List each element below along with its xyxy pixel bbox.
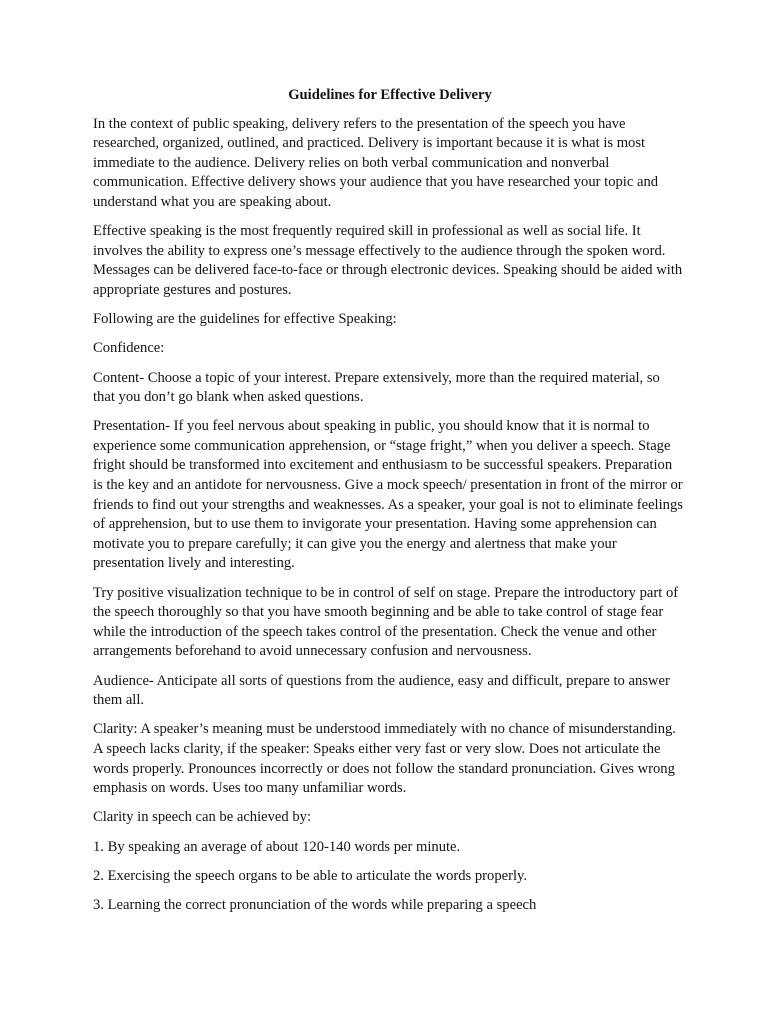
paragraph-content: Content- Choose a topic of your interest. Prepare extensively, more than the required material, so that you don’t go blank when asked questions. bbox=[93, 369, 660, 406]
paragraph-presentation: Presentation- If you feel nervous about speaking in public, you should know that it is normal to experience some communication apprehension, or “stage fright,” when you deliver a speech. Stage fright should be transformed into excitement and enthusiasm to be successful speakers. Preparation is the key and an antidote for nervousness. Give a mock speech/ presentation in front of the mirror or friends to find out your strengths and weaknesses. As a speaker, your goal is not to eliminate feelings of apprehension, but to use them to invigorate your presentation. Having some apprehension can motivate you to prepare carefully; it can give you the energy and alertness that make your presentation lively and interesting. bbox=[93, 418, 683, 572]
paragraph-clarity-achieved: Clarity in speech can be achieved by: bbox=[93, 809, 312, 826]
document-title: Guidelines for Effective Delivery bbox=[288, 87, 492, 103]
heading-confidence: Confidence: bbox=[93, 340, 165, 357]
document-page bbox=[93, 86, 683, 925]
list-item-1: 1. By speaking an average of about 120-140 words per minute. bbox=[93, 838, 461, 855]
paragraph-delivery-intro: In the context of public speaking, delivery refers to the presentation of the speech you have researched, organized, outlined, and practiced. Delivery is important because it is what is most immediate to the audience. Delivery relies on both verbal communication and nonverbal communication. Effective delivery shows your audience that you have researched your topic and understand what you are speaking about. bbox=[93, 115, 659, 210]
paragraph-guidelines-intro: Following are the guidelines for effective Speaking: bbox=[93, 311, 397, 328]
paragraph-visualization: Try positive visualization technique to be in control of self on stage. Prepare the introductory part of the speech thoroughly so that you have smooth beginning and be able to take control of stage fear while the introduction of the speech takes control of the presentation. Check the venue and other arrangements beforehand to avoid unnecessary confusion and nervousness. bbox=[93, 584, 679, 660]
paragraph-clarity: Clarity: A speaker’s meaning must be understood immediately with no chance of misunderstanding. A speech lacks clarity, if the speaker: Speaks either very fast or very slow. Does not articulate the words properly. Pronounces incorrectly or does not follow the standard pronunciation. Gives wrong emphasis on words. Uses too many unfamiliar words. bbox=[93, 721, 676, 797]
paragraph-effective-speaking: Effective speaking is the most frequently required skill in professional as well as social life. It involves the ability to express one’s message effectively to the audience through the spoken word. Messages can be delivered face-to-face or through electronic devices. Speaking should be aided with appropriate gestures and postures. bbox=[93, 223, 683, 298]
paragraph-audience: Audience- Anticipate all sorts of questions from the audience, easy and difficult, prepare to answer them all. bbox=[93, 672, 670, 709]
list-item-2: 2. Exercising the speech organs to be able to articulate the words properly. bbox=[93, 867, 528, 884]
list-item-3: 3. Learning the correct pronunciation of the words while preparing a speech bbox=[93, 896, 537, 913]
